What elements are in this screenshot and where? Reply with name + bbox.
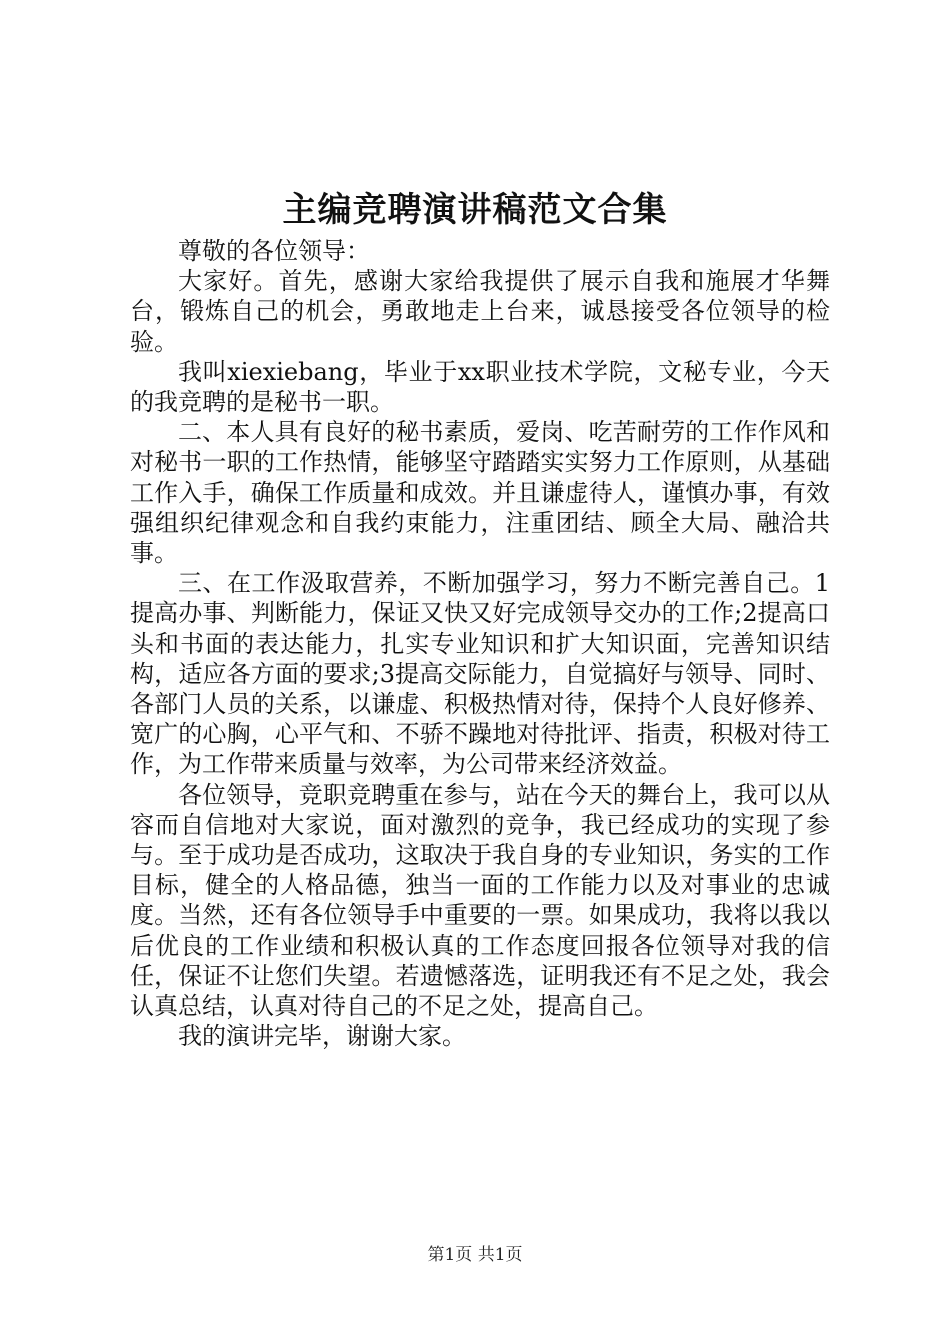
document-body [130, 236, 830, 1051]
paragraph-introduction: 我叫xiexiebang，毕业于xx职业技术学院，文秘专业，今天的我竞聘的是秘书一职。 [130, 357, 830, 417]
paragraph-plans: 三、在工作汲取营养，不断加强学习，努力不断完善自己。1提高办事、判断能力，保证又快又好完成领导交办的工作;2提高口头和书面的表达能力，扎实专业知识和扩大知识面，完善知识结构，适应各方面的要求;3提高交际能力，自觉搞好与领导、同时、各部门人员的关系，以谦虚、积极热情对待，保持个人良好修养、宽广的心胸，心平气和、不骄不躁地对待批评、指责，积极对待工作，为工作带来质量与效率，为公司带来经济效益。 [130, 569, 830, 779]
paragraph-closing: 我的演讲完毕，谢谢大家。 [178, 1022, 466, 1051]
document-title: 主编竞聘演讲稿范文合集 [282, 190, 668, 230]
paragraph-opening: 大家好。首先，感谢大家给我提供了展示自我和施展才华舞台，锻炼自己的机会，勇敢地走上台来，诚恳接受各位领导的检验。 [130, 267, 830, 356]
paragraph-conclusion: 各位领导，竞职竞聘重在参与，站在今天的舞台上，我可以从容而自信地对大家说，面对激烈的竞争，我已经成功的实现了参与。至于成功是否成功，这取决于我自身的专业知识，务实的工作目标，健全的人格品德，独当一面的工作能力以及对事业的忠诚度。当然，还有各位领导手中重要的一票。如果成功，我将以我以后优良的工作业绩和积极认真的工作态度回报各位领导对我的信任，保证不让您们失望。若遗憾落选，证明我还有不足之处，我会认真总结，认真对待自己的不足之处，提高自己。 [130, 780, 830, 1021]
page-footer: 第1页 共1页 [427, 1245, 523, 1265]
paragraph-greeting: 尊敬的各位领导： [178, 237, 370, 265]
paragraph-qualities: 二、本人具有良好的秘书素质，爱岗、吃苦耐劳的工作作风和对秘书一职的工作热情，能够坚守踏踏实实努力工作原则，从基础工作入手，确保工作质量和成效。并且谦虚待人，谨慎办事，有效强组织纪律观念和自我约束能力，注重团结、顾全大局、融洽共事。 [130, 418, 830, 568]
